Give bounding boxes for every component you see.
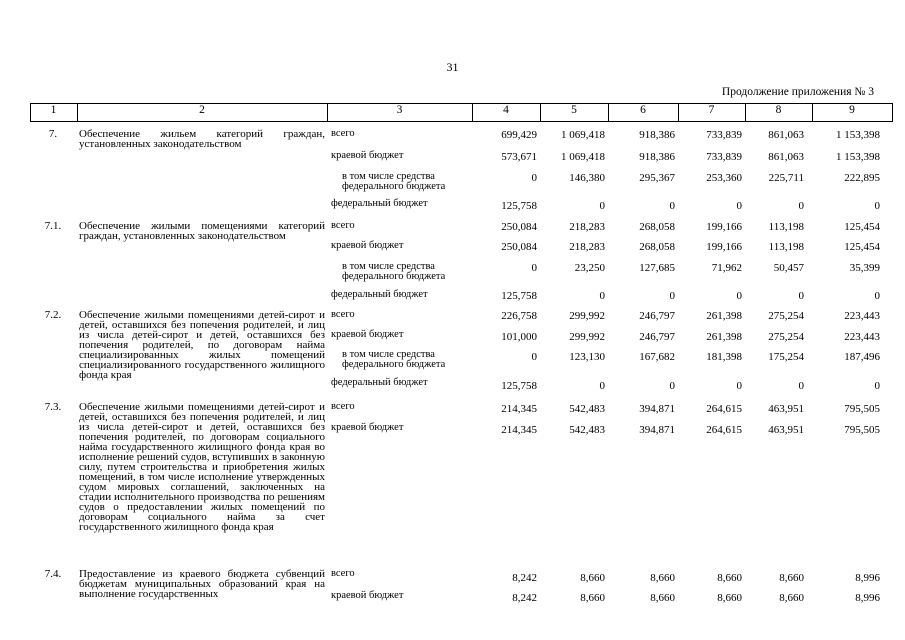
value-cell: 8,660 [779,572,804,584]
value-cell: 225,711 [768,172,804,184]
value-cell: 795,505 [844,403,880,415]
value-cell: 250,084 [501,221,537,233]
row-name: Предоставление из краевого бюджета субвенций бюджетам муниципальных образований края на выполнение государственных [79,568,325,600]
value-cell: 125,758 [501,200,537,212]
row-name: Обеспечение жилыми помещениями категорий граждан, установленных законодательством [79,220,325,242]
continuation-label: Продолжение приложения № 3 [721,86,874,98]
value-cell: 1 069,418 [561,129,605,141]
row-number: 7.2. [44,309,62,321]
row-number: 7.3. [44,401,62,413]
value-cell: 733,839 [706,151,742,163]
row-source: краевой бюджет [331,240,404,251]
row-source: всего [331,220,355,231]
value-cell: 268,058 [639,221,675,233]
value-cell: 463,951 [768,424,804,436]
value-cell: 0 [874,380,880,392]
row-source: в том числе средства федерального бюджета [342,261,446,282]
value-cell: 861,063 [768,151,804,163]
header-col-5: 5 [571,104,577,116]
value-cell: 223,443 [844,331,880,343]
header-col-7: 7 [708,104,715,116]
value-cell: 0 [669,200,675,212]
value-cell: 226,758 [501,310,537,322]
value-cell: 250,084 [501,241,537,253]
value-cell: 125,454 [844,221,880,233]
value-cell: 542,483 [569,403,605,415]
header-col-3: 3 [396,104,403,116]
row-source: всего [331,128,355,139]
value-cell: 0 [531,351,537,363]
row-source: краевой бюджет [331,590,404,601]
value-cell: 261,398 [706,331,742,343]
value-cell: 71,962 [711,262,742,274]
value-cell: 8,242 [512,572,537,584]
header-col-8: 8 [775,104,782,116]
row-number: 7.1. [44,220,62,232]
value-cell: 0 [599,380,605,392]
value-cell: 918,386 [639,129,675,141]
value-cell: 299,992 [569,331,605,343]
header-col-1: 1 [50,104,57,116]
value-cell: 0 [798,290,804,302]
value-cell: 264,615 [706,424,742,436]
value-cell: 222,895 [844,172,880,184]
value-cell: 246,797 [639,331,675,343]
value-cell: 264,615 [706,403,742,415]
row-source: краевой бюджет [331,329,404,340]
value-cell: 861,063 [768,129,804,141]
header-col-4: 4 [503,104,509,116]
value-cell: 8,996 [855,592,880,604]
value-cell: 268,058 [639,241,675,253]
value-cell: 101,000 [501,331,537,343]
value-cell: 918,386 [639,151,675,163]
value-cell: 394,871 [639,424,675,436]
value-cell: 0 [736,200,742,212]
value-cell: 8,660 [717,572,742,584]
value-cell: 295,367 [639,172,675,184]
value-cell: 8,996 [855,572,880,584]
value-cell: 214,345 [501,424,537,436]
value-cell: 125,758 [501,380,537,392]
value-cell: 0 [669,290,675,302]
header-col-9: 9 [849,104,855,116]
value-cell: 394,871 [639,403,675,415]
value-cell: 0 [736,380,742,392]
value-cell: 795,505 [844,424,880,436]
value-cell: 199,166 [706,241,742,253]
row-name: Обеспечение жильем категорий граждан, установленных законодательством [79,128,325,150]
value-cell: 8,660 [650,592,675,604]
row-name: Обеспечение жилыми помещениями детей-сирот и детей, оставшихся без попечения родителей, и лиц из числа детей-сирот и детей, оставшихся без попечения родителей, по договорам найма специализированных жилых помещений специализированного государственного жилищного фонда края [79,309,325,381]
value-cell: 218,283 [569,241,605,253]
value-cell: 0 [798,380,804,392]
value-cell: 699,429 [501,129,537,141]
value-cell: 125,758 [501,290,537,302]
row-source: федеральный бюджет [331,377,428,388]
value-cell: 573,671 [501,151,537,163]
value-cell: 23,250 [574,262,605,274]
value-cell: 113,198 [768,221,804,233]
value-cell: 8,660 [779,592,804,604]
row-source: краевой бюджет [331,150,404,161]
value-cell: 463,951 [768,403,804,415]
value-cell: 218,283 [569,221,605,233]
header-col-2: 2 [199,104,205,116]
value-cell: 181,398 [706,351,742,363]
value-cell: 8,660 [580,572,605,584]
value-cell: 299,992 [569,310,605,322]
value-cell: 187,496 [844,351,880,363]
value-cell: 0 [669,380,675,392]
header-col-6: 6 [640,104,646,116]
value-cell: 123,130 [569,351,605,363]
row-source: в том числе средства федерального бюджета [342,171,446,192]
value-cell: 127,685 [639,262,675,274]
value-cell: 199,166 [706,221,742,233]
value-cell: 214,345 [501,403,537,415]
row-source: в том числе средства федерального бюджета [342,349,446,370]
value-cell: 1 153,398 [836,151,880,163]
value-cell: 50,457 [773,262,804,274]
value-cell: 146,380 [569,172,605,184]
value-cell: 125,454 [844,241,880,253]
page-number: 31 [446,60,459,74]
value-cell: 8,660 [580,592,605,604]
value-cell: 0 [798,200,804,212]
value-cell: 35,399 [849,262,880,274]
row-source: всего [331,401,355,412]
value-cell: 733,839 [706,129,742,141]
row-source: федеральный бюджет [331,289,428,300]
row-source: всего [331,568,355,579]
value-cell: 0 [599,200,605,212]
value-cell: 223,443 [844,310,880,322]
row-source: всего [331,309,355,320]
value-cell: 0 [599,290,605,302]
value-cell: 246,797 [639,310,675,322]
row-source: федеральный бюджет [331,198,428,209]
value-cell: 167,682 [639,351,675,363]
row-source: краевой бюджет [331,422,404,433]
value-cell: 0 [874,200,880,212]
row-number: 7. [48,128,58,140]
value-cell: 113,198 [768,241,804,253]
value-cell: 275,254 [768,331,804,343]
value-cell: 175,254 [768,351,804,363]
value-cell: 0 [531,262,537,274]
value-cell: 1 153,398 [836,129,880,141]
value-cell: 8,660 [717,592,742,604]
value-cell: 8,660 [650,572,675,584]
value-cell: 0 [531,172,537,184]
row-name: Обеспечение жилыми помещениями детей-сирот и детей, оставшихся без попечения родителей, и лиц из числа детей-сирот и детей, оставшихся без попечения родителей, по договорам социального найма государственного жилищного фонда края во исполнение решений судов, вступивших в законную силу, путем строительства и приобретения жилых помещений, в том числе исполнение утвержденных судом мировых соглашений, заключенных на стадии исполнительного производства по решениям судов о предоставлении жилых помещений по договорам социального найма за счет государственного жилищного фонда края [79,401,325,533]
value-cell: 0 [736,290,742,302]
value-cell: 275,254 [768,310,804,322]
value-cell: 0 [874,290,880,302]
value-cell: 8,242 [512,592,537,604]
value-cell: 253,360 [706,172,742,184]
row-number: 7.4. [44,568,62,580]
value-cell: 1 069,418 [561,151,605,163]
value-cell: 261,398 [706,310,742,322]
value-cell: 542,483 [569,424,605,436]
